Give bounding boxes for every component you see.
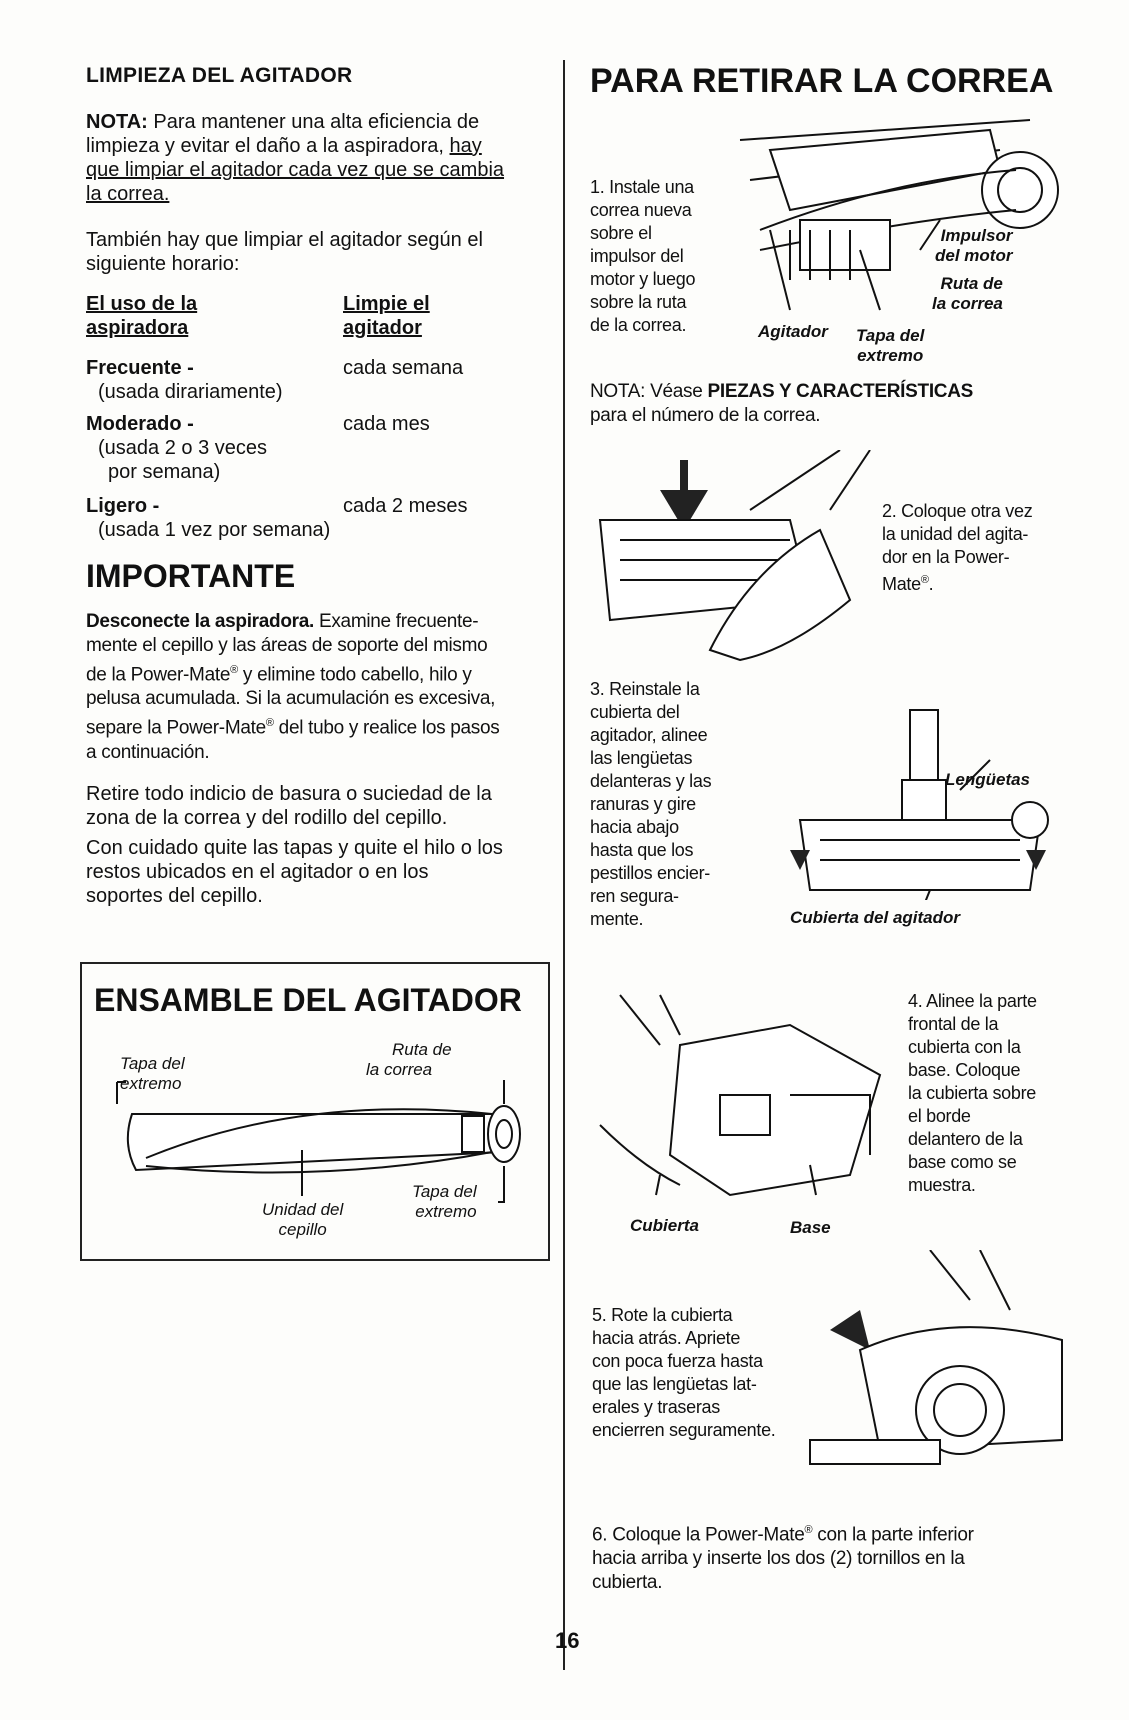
label-line: Unidad del (262, 1200, 344, 1219)
label-line: Tapa del (120, 1054, 185, 1073)
cover-reinstall-illustration (780, 700, 1060, 900)
label-cubierta-del-agitador: Cubierta del agitador (790, 908, 961, 927)
registered-mark: ® (920, 574, 929, 586)
text-line: muestra. (908, 1175, 976, 1195)
text-line: la cubierta sobre (908, 1083, 1036, 1103)
section-title-limpieza: LIMPIEZA DEL AGITADOR (86, 64, 353, 87)
label-cubierta: Cubierta (630, 1216, 699, 1235)
schedule-row-moderado (86, 412, 267, 484)
header-line: El uso de la (86, 293, 198, 315)
text-line: 6. Coloque la Power-Mate (592, 1524, 805, 1546)
text-line: erales y traseras (592, 1397, 720, 1417)
schedule-sub: (usada 1 vez por semana) (98, 519, 331, 541)
label-line: Tapa del (412, 1182, 477, 1201)
text-line: a continuación. (86, 741, 210, 763)
text-line: agitador, alinee (590, 725, 708, 745)
schedule-label: Moderado - (86, 413, 194, 435)
label-agitador: Agitador (758, 322, 828, 341)
text-line: sobre la ruta (590, 292, 687, 312)
text-line: pelusa acumulada. Si la acumulación es excesiva, (86, 688, 496, 710)
text-line: ranuras y gire (590, 794, 696, 814)
text-line: delanteras y las (590, 771, 712, 791)
schedule-sub: por semana) (108, 461, 221, 483)
registered-mark: ® (230, 664, 238, 676)
text-line: Examine frecuente- (318, 611, 479, 632)
text-line: hasta que los (590, 840, 694, 860)
label-line: extremo (857, 346, 924, 365)
header-line: Limpie el (343, 293, 430, 315)
text-line: Retire todo indicio de basura o suciedad de la (86, 783, 492, 805)
registered-mark: ® (804, 1524, 813, 1536)
label-line: Ruta de (940, 274, 1003, 293)
text-line: para el número de la correa. (590, 405, 821, 426)
text-line: zona de la correa y del rodillo del cepillo. (86, 807, 448, 829)
text-line: 3. Reinstale la (590, 679, 700, 699)
label-line: Tapa del (856, 326, 925, 345)
label-line: la correa (932, 294, 1003, 313)
text-line: dor en la Power- (882, 547, 1010, 567)
text-line: que las lengüetas lat- (592, 1374, 757, 1394)
text-line: mente el cepillo y las áreas de soporte del mismo (86, 635, 488, 656)
text-line: impulsor del (590, 246, 684, 266)
nota-underlined: hay (449, 135, 482, 157)
cuidado-paragraph (86, 836, 503, 908)
text-line: con poca fuerza hasta (592, 1351, 763, 1371)
schedule-row-ligero (86, 494, 330, 542)
schedule-label: Ligero - (86, 495, 160, 517)
text-line: Con cuidado quite las tapas y quite el hilo o los (86, 837, 503, 859)
text-line: 1. Instale una (590, 177, 694, 197)
retire-paragraph (86, 782, 492, 830)
tambien-paragraph (86, 228, 483, 276)
text-line: Mate (882, 574, 921, 594)
label-line: Ruta de (392, 1040, 452, 1059)
step1-text (590, 176, 695, 337)
text-line: correa nueva (590, 200, 692, 220)
text-line: base. Coloque (908, 1060, 1021, 1080)
label-line: cepillo (278, 1220, 327, 1239)
schedule-value: cada semana (343, 357, 464, 379)
text-line: hacia arriba y inserte los dos (2) tornillos en la (592, 1548, 965, 1570)
importante-paragraph (86, 610, 556, 765)
step3-text (590, 678, 711, 931)
header-line: aspiradora (86, 317, 189, 339)
belt-illustration (730, 110, 1060, 330)
schedule-sub: (usada dirariamente) (98, 381, 283, 403)
text-line: y elimine todo cabello, hilo y (242, 664, 472, 686)
nota-line: Para mantener una alta eficiencia de (153, 111, 480, 133)
text-line: la unidad del agita- (882, 524, 1029, 544)
imp-bold: Desconecte la aspiradora. (86, 611, 314, 632)
text-line: de la correa. (590, 315, 687, 335)
label-line: extremo (120, 1074, 182, 1093)
agitator-illustration (102, 1074, 542, 1214)
text-line: 4. Alinee la parte (908, 991, 1037, 1011)
label-ruta-de-la-correa-fig1 (932, 274, 1003, 314)
label-base: Base (790, 1218, 831, 1237)
text-line: restos ubicados en el agitador o en los (86, 861, 429, 883)
schedule-row-frecuente (86, 356, 283, 404)
schedule-label: Frecuente - (86, 357, 194, 379)
schedule-sub: (usada 2 o 3 veces (98, 437, 267, 459)
nota-label: NOTA: (86, 111, 148, 133)
nota-underlined: que limpiar el agitador cada vez que se cambia (86, 159, 505, 181)
step5-text (592, 1304, 776, 1442)
schedule-value: cada mes (343, 413, 430, 435)
text-line: cubierta con la (908, 1037, 1021, 1057)
text-line: motor y luego (590, 269, 696, 289)
text-line: También hay que limpiar el agitador según el (86, 229, 483, 251)
step2-text (882, 500, 1032, 596)
text-line: pestillos encier- (590, 863, 710, 883)
section-title-retirar: PARA RETIRAR LA CORREA (590, 62, 1054, 100)
text-line: encierren seguramente. (592, 1420, 776, 1440)
label-line: del motor (935, 246, 1013, 265)
text-line: con la parte inferior (817, 1524, 974, 1546)
text-line: sobre el (590, 223, 652, 243)
nota-bold: PIEZAS Y CARACTERÍSTICAS (707, 381, 974, 402)
text-line: el borde (908, 1106, 971, 1126)
label-tapa-del-extremo-fig1 (856, 326, 924, 366)
text-line: las lengüetas (590, 748, 693, 768)
text-line: de la Power-Mate (86, 664, 231, 686)
label-line: extremo (415, 1202, 477, 1221)
text-line: . (928, 574, 934, 594)
schedule-header-uso (86, 292, 197, 340)
nota-paragraph (86, 110, 556, 206)
schedule-value: cada 2 meses (343, 495, 468, 517)
step6-text (592, 1518, 974, 1595)
step4-text (908, 990, 1037, 1197)
importante-heading: IMPORTANTE (86, 558, 296, 594)
text-line: cubierta del (590, 702, 680, 722)
schedule-header-limpie (343, 292, 430, 340)
label-line: la correa (366, 1060, 433, 1079)
text-line: 5. Rote la cubierta (592, 1305, 733, 1325)
text-line: siguiente horario: (86, 253, 240, 275)
cover-rotate-illustration (800, 1250, 1065, 1480)
text-line: separe la Power-Mate (86, 717, 266, 739)
text-line: 2. Coloque otra vez (882, 501, 1033, 521)
ensamble-title: ENSAMBLE DEL AGITADOR (94, 982, 522, 1018)
text-line: soportes del cepillo. (86, 885, 263, 907)
text-line: mente. (590, 909, 644, 929)
label-line: Impulsor (940, 226, 1013, 245)
text-line: base como se (908, 1152, 1017, 1172)
ensamble-box (80, 962, 550, 1261)
cover-align-illustration (590, 985, 890, 1215)
page-number: 16 (555, 1628, 580, 1653)
header-line: agitador (343, 317, 422, 339)
column-divider (563, 60, 565, 1670)
nota-piezas (590, 380, 973, 428)
text-line: hacia atrás. Apriete (592, 1328, 741, 1348)
text-line: cubierta. (592, 1572, 663, 1594)
nota-underlined: la correa. (86, 183, 170, 205)
text-line: ren segura- (590, 886, 679, 906)
label-lenguetas: Lengüetas (945, 770, 1031, 789)
agitator-placement-illustration (590, 450, 890, 670)
text-line: hacia abajo (590, 817, 679, 837)
nota-label: NOTA: (590, 381, 646, 402)
text-line: delantero de la (908, 1129, 1023, 1149)
label-impulsor-del-motor (935, 226, 1012, 266)
text-line: Véase (650, 381, 703, 402)
registered-mark: ® (265, 717, 274, 730)
text-line: del tubo y realice los pasos (278, 717, 500, 739)
text-line: frontal de la (908, 1014, 999, 1034)
nota-line: limpieza y evitar el daño a la aspiradora, (86, 135, 444, 157)
